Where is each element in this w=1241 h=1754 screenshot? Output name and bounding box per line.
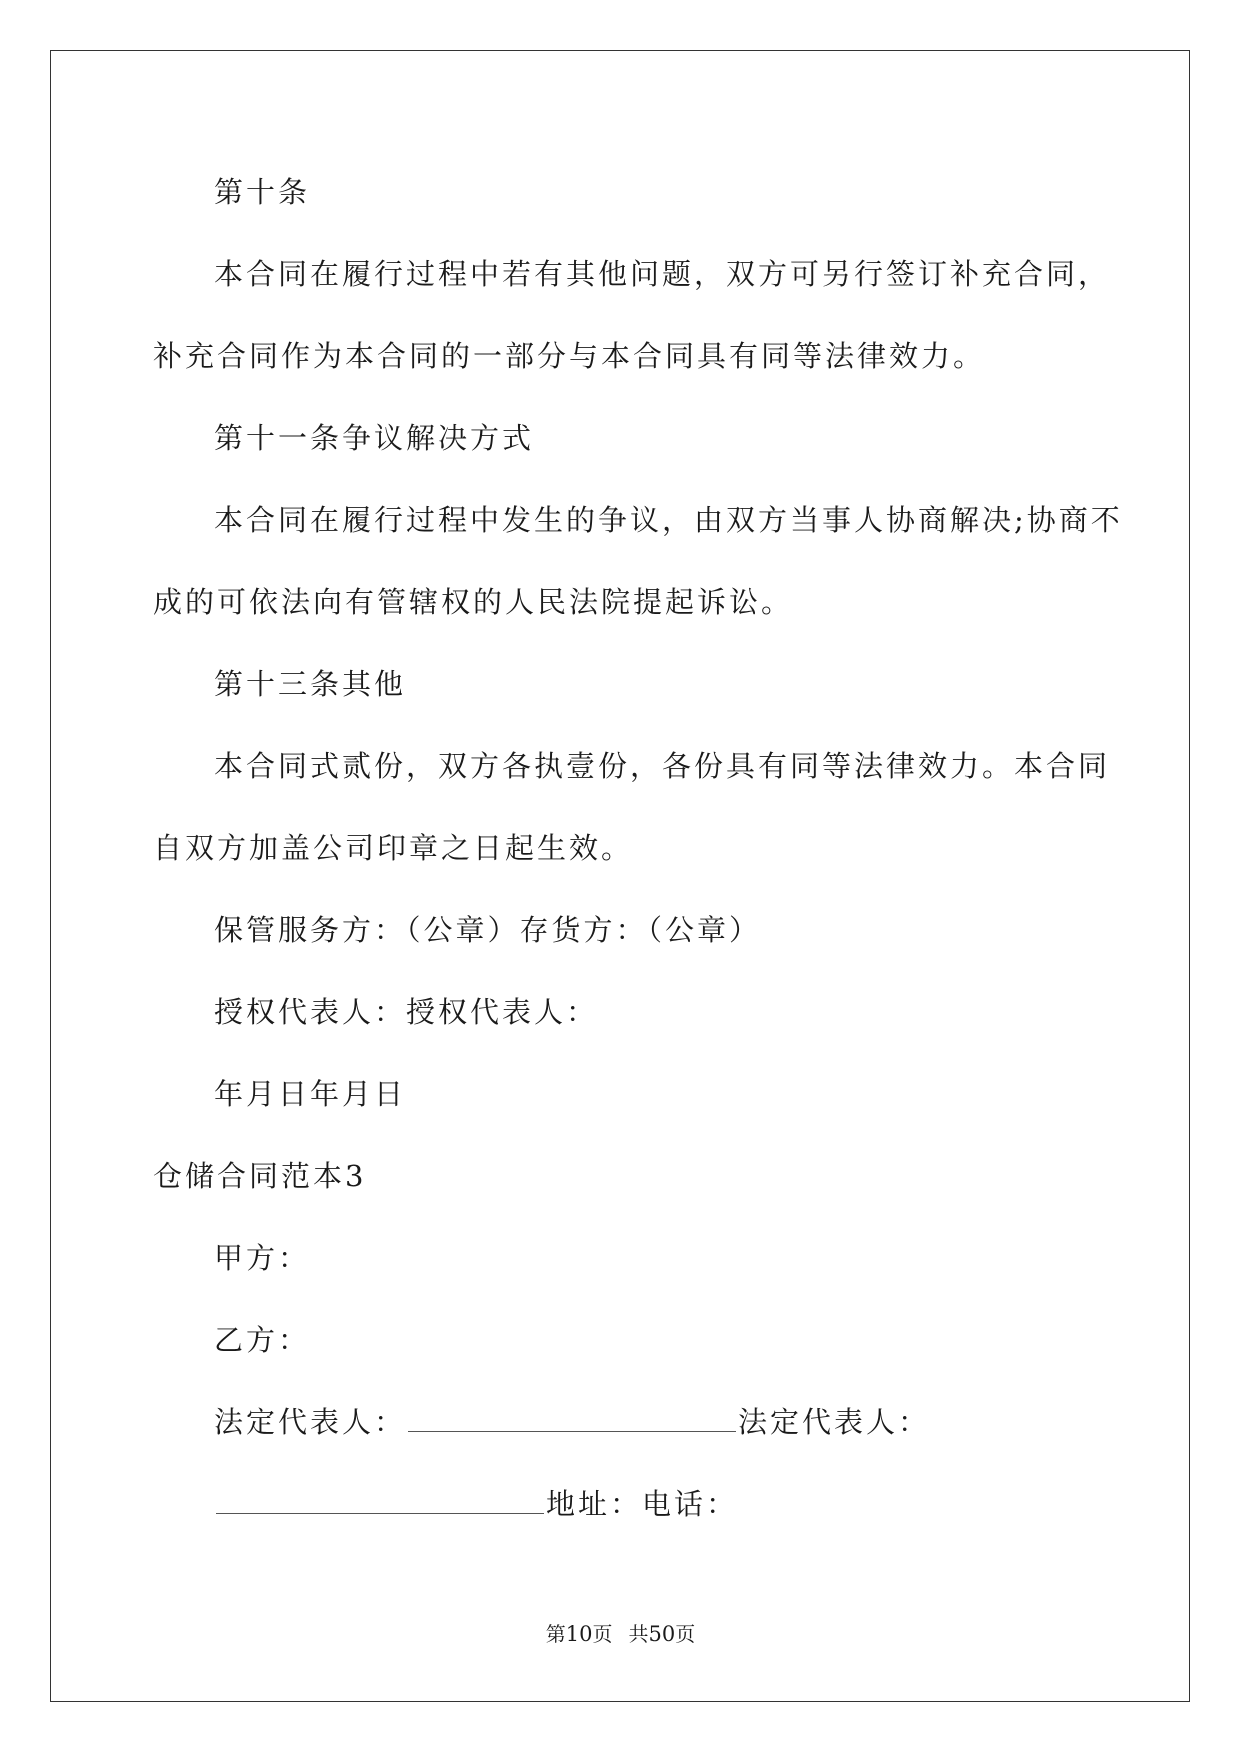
address-line [214,1484,738,1524]
footer-total-prefix: 共 [628,1622,649,1646]
footer-page-suffix: 页 [592,1622,613,1646]
party-a-line: 甲方： [214,1241,311,1275]
party-b-line: 乙方： [214,1323,311,1357]
footer-page-prefix: 第 [545,1622,566,1646]
article-10-heading: 第十条 [214,175,311,209]
page-border [50,50,1190,1702]
footer-page-number: 10 [565,1622,593,1646]
article-11-text-line-1: 本合同在履行过程中发生的争议，由双方当事人协商解决;协商不 [214,503,1123,537]
article-10-text-line-1: 本合同在履行过程中若有其他问题，双方可另行签订补充合同， [214,257,1111,291]
article-13-text-line-1: 本合同式贰份，双方各执壹份，各份具有同等法律效力。本合同 [214,749,1111,783]
authorized-rep-line: 授权代表人：授权代表人： [214,995,599,1029]
legal-rep-blank [408,1403,736,1432]
address-blank [216,1485,544,1514]
footer-total-pages: 50 [648,1622,676,1646]
legal-rep-label-left: 法定代表人： [214,1405,407,1439]
article-10-text-line-2: 补充合同作为本合同的一部分与本合同具有同等法律效力。 [153,339,986,373]
date-line: 年月日年月日 [214,1077,407,1111]
article-13-heading: 第十三条其他 [214,667,407,701]
legal-rep-label-right: 法定代表人： [738,1405,931,1439]
article-13-text-line-2: 自双方加盖公司印章之日起生效。 [153,831,634,865]
seal-line: 保管服务方：（公章）存货方：（公章） [214,913,762,947]
footer-total-suffix: 页 [675,1622,696,1646]
article-11-heading: 第十一条争议解决方式 [214,421,535,455]
legal-rep-line [214,1402,930,1442]
address-phone-label: 地址：电话： [546,1487,739,1521]
page-footer [0,1618,1241,1647]
article-11-text-line-2: 成的可依法向有管辖权的人民法院提起诉讼。 [153,585,794,619]
section-title-contract-3: 仓储合同范本3 [153,1159,367,1193]
